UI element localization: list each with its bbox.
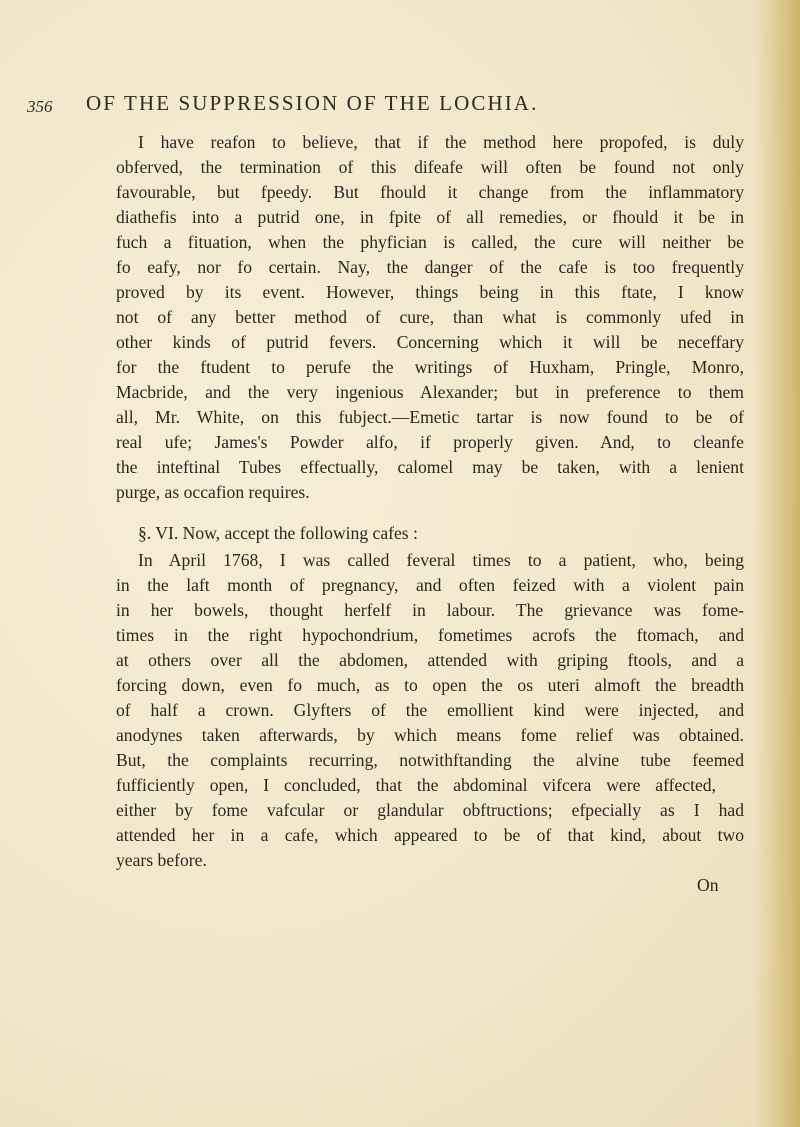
text-line: fo eafy, nor fo certain. Nay, the danger of the cafe is too frequently <box>116 257 744 277</box>
catchword: On <box>697 875 719 895</box>
text-line: for the ftudent to perufe the writings of Huxham, Pringle, Monro, <box>116 357 744 377</box>
text-line: times in the right hypochondrium, fometimes acrofs the ftomach, and <box>116 625 744 645</box>
text-line: But, the complaints recurring, notwithftanding the alvine tube feemed <box>116 750 744 770</box>
text-line: at others over all the abdomen, attended with griping ftools, and a <box>116 650 744 670</box>
page-number: 356 <box>27 97 53 116</box>
text-line: anodynes taken afterwards, by which means fome relief was obtained. <box>116 725 744 745</box>
page-edge-shading <box>754 0 800 1127</box>
text-line: obferved, the termination of this difeafe will often be found not only <box>116 157 744 177</box>
text-line: in the laft month of pregnancy, and often feized with a violent pain <box>116 575 744 595</box>
text-line: in her bowels, thought herfelf in labour. The grievance was fome- <box>116 600 744 620</box>
text-line: real ufe; James's Powder alfo, if properly given. And, to cleanfe <box>116 432 744 452</box>
text-line: diathefis into a putrid one, in fpite of all remedies, or fhould it be in <box>116 207 744 227</box>
text-line: Macbride, and the very ingenious Alexander; but in preference to them <box>116 382 744 402</box>
section-heading: §. VI. Now, accept the following cafes : <box>138 523 418 543</box>
text-line: of half a crown. Glyfters of the emollient kind were injected, and <box>116 700 744 720</box>
text-line: other kinds of putrid fevers. Concerning which it will be neceffary <box>116 332 744 352</box>
text-line: I have reafon to believe, that if the method here propofed, is duly <box>138 132 744 152</box>
text-line: purge, as occafion requires. <box>116 482 310 502</box>
text-line: attended her in a cafe, which appeared to be of that kind, about two <box>116 825 744 845</box>
text-line: fufficiently open, I concluded, that the abdominal vifcera were affected, <box>116 775 716 795</box>
text-line: not of any better method of cure, than what is commonly ufed in <box>116 307 744 327</box>
text-line: years before. <box>116 850 207 870</box>
text-line: either by fome vafcular or glandular obftructions; efpecially as I had <box>116 800 744 820</box>
text-line: the inteftinal Tubes effectually, calomel may be taken, with a lenient <box>116 457 744 477</box>
running-title: OF THE SUPPRESSION OF THE LOCHIA. <box>86 91 539 115</box>
text-line: forcing down, even fo much, as to open the os uteri almoft the breadth <box>116 675 744 695</box>
text-line: favourable, but fpeedy. But fhould it change from the inflammatory <box>116 182 744 202</box>
text-line: In April 1768, I was called feveral times to a patient, who, being <box>138 550 744 570</box>
text-line: all, Mr. White, on this fubject.—Emetic tartar is now found to be of <box>116 407 744 427</box>
text-line: fuch a fituation, when the phyfician is called, the cure will neither be <box>116 232 744 252</box>
text-line: proved by its event. However, things being in this ftate, I know <box>116 282 744 302</box>
